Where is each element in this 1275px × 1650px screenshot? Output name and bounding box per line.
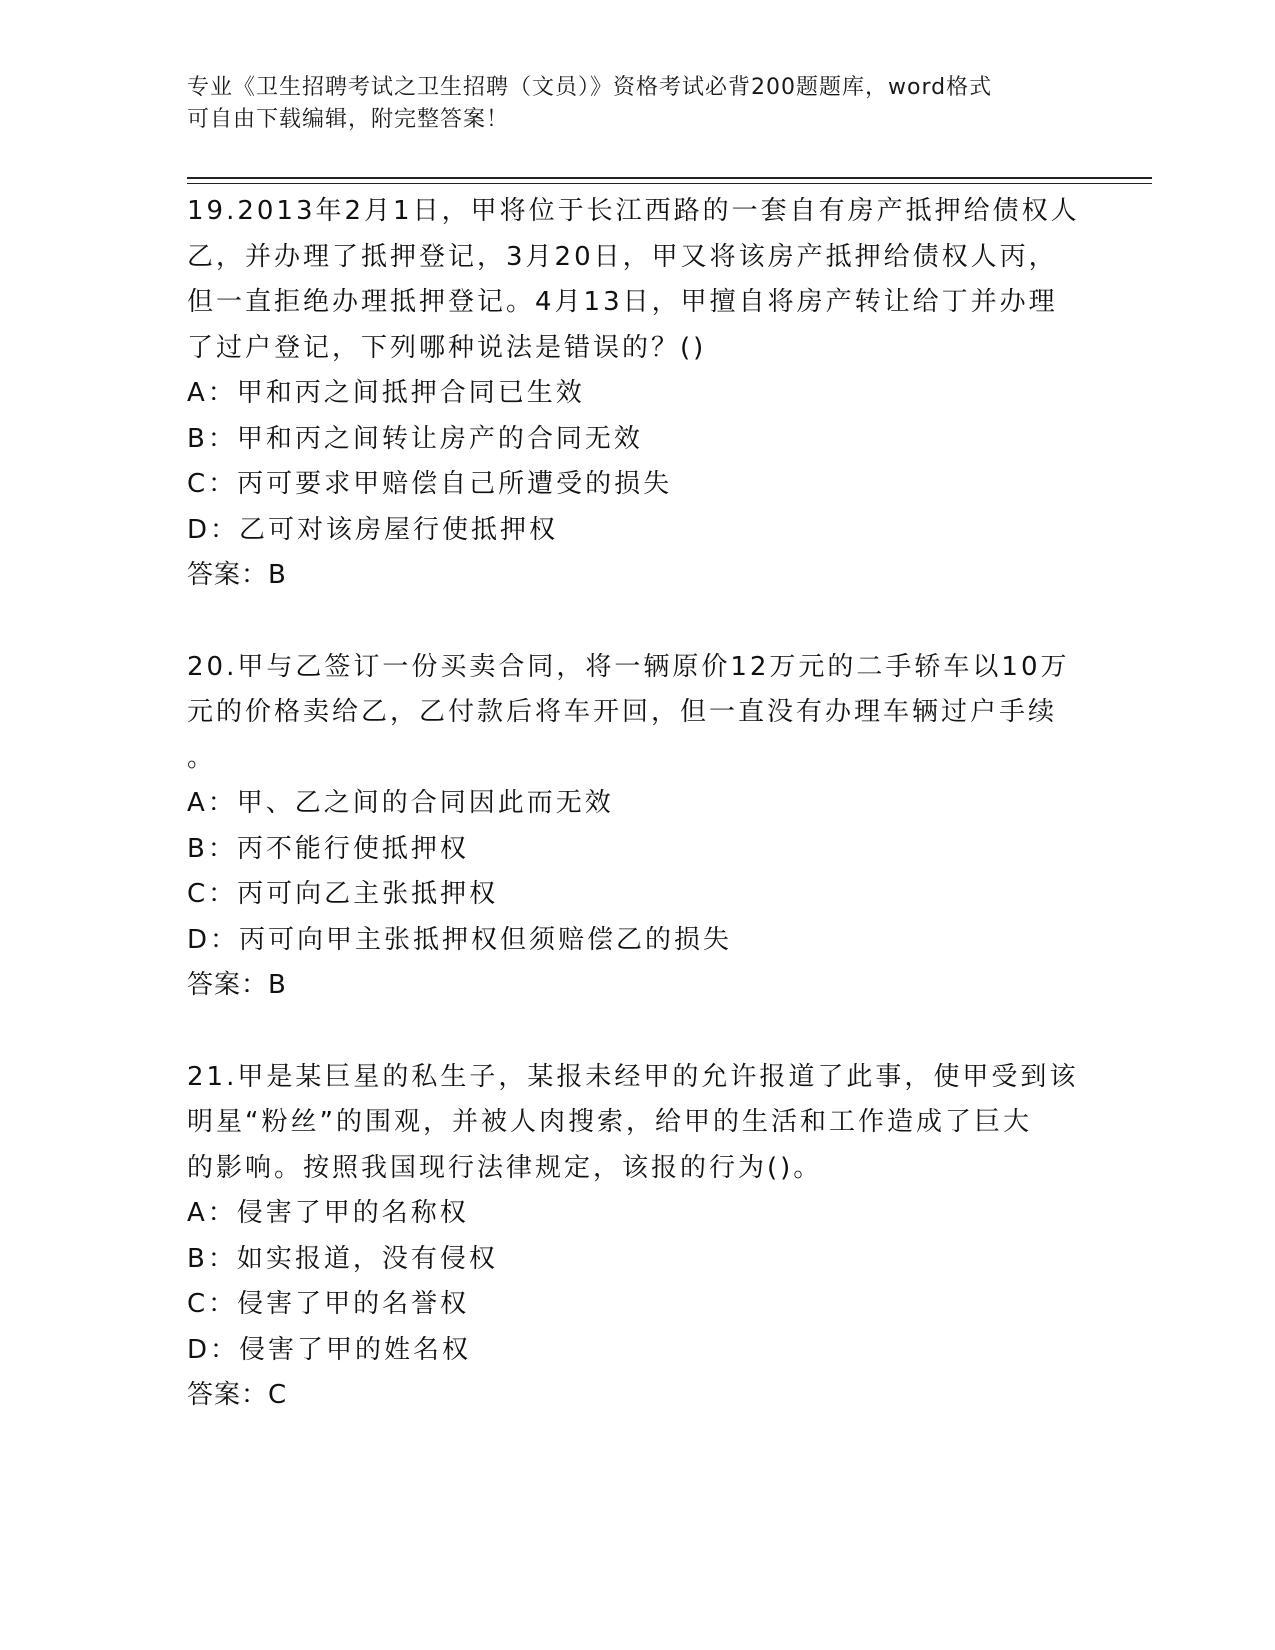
option-d: D：侵害了甲的姓名权 xyxy=(187,1334,472,1365)
option-c: C：侵害了甲的名誉权 xyxy=(187,1289,470,1319)
option-b: B：丙不能行使抵押权 xyxy=(187,833,469,864)
header-divider-thick xyxy=(187,177,1152,179)
question-stem xyxy=(187,645,1087,782)
option-c: C：丙可要求甲赔偿自己所遭受的损失 xyxy=(187,469,673,499)
stem-line: 明星“粉丝”的围观，并被人肉搜索，给甲的生活和工作造成了巨大 xyxy=(187,1107,1032,1137)
option-d: D：乙可对该房屋行使抵押权 xyxy=(187,514,559,545)
option-b: B：如实报道，没有侵权 xyxy=(187,1243,498,1274)
stem-line: 。 xyxy=(187,742,217,773)
stem-line: 20.甲与乙签订一份买卖合同，将一辆原价12万元的二手轿车以10万 xyxy=(187,651,1070,682)
header-divider-thin xyxy=(187,183,1152,184)
stem-line: 乙，并办理了抵押登记，3月20日，甲又将该房产抵押给债权人丙， xyxy=(187,241,1058,272)
answer-line: 答案：B xyxy=(187,560,287,590)
stem-line: 的影响。按照我国现行法律规定，该报的行为()。 xyxy=(187,1152,823,1183)
header-line-1: 专业《卫生招聘考试之卫生招聘（文员）》资格考试必背200题题库，word格式 xyxy=(187,75,993,100)
question-21 xyxy=(187,1055,1087,1419)
stem-line: 19.2013年2月1日，甲将位于长江西路的一套自有房产抵押给债权人 xyxy=(187,196,1080,226)
question-20 xyxy=(187,645,1087,1009)
document-header xyxy=(187,72,1067,136)
answer-line: 答案：C xyxy=(187,1380,288,1410)
option-a: A：甲、乙之间的合同因此而无效 xyxy=(187,788,614,818)
answer-line: 答案：B xyxy=(187,970,287,1000)
option-c: C：丙可向乙主张抵押权 xyxy=(187,879,499,909)
stem-line: 但一直拒绝办理抵押登记。4月13日，甲擅自将房产转让给丁并办理 xyxy=(187,287,1058,317)
question-stem xyxy=(187,189,1087,371)
option-a: A：侵害了甲的名称权 xyxy=(187,1198,469,1228)
question-list xyxy=(187,189,1087,1465)
option-a: A：甲和丙之间抵押合同已生效 xyxy=(187,378,585,408)
stem-line: 了过户登记，下列哪种说法是错误的？() xyxy=(187,332,707,363)
question-19 xyxy=(187,189,1087,599)
option-b: B：甲和丙之间转让房产的合同无效 xyxy=(187,423,643,454)
question-stem xyxy=(187,1055,1087,1192)
option-d: D：丙可向甲主张抵押权但须赔偿乙的损失 xyxy=(187,924,733,955)
header-line-2: 可自由下载编辑，附完整答案！ xyxy=(187,107,510,132)
stem-line: 21.甲是某巨星的私生子，某报未经甲的允许报道了此事，使甲受到该 xyxy=(187,1061,1079,1092)
stem-line: 元的价格卖给乙，乙付款后将车开回，但一直没有办理车辆过户手续 xyxy=(187,697,1058,727)
